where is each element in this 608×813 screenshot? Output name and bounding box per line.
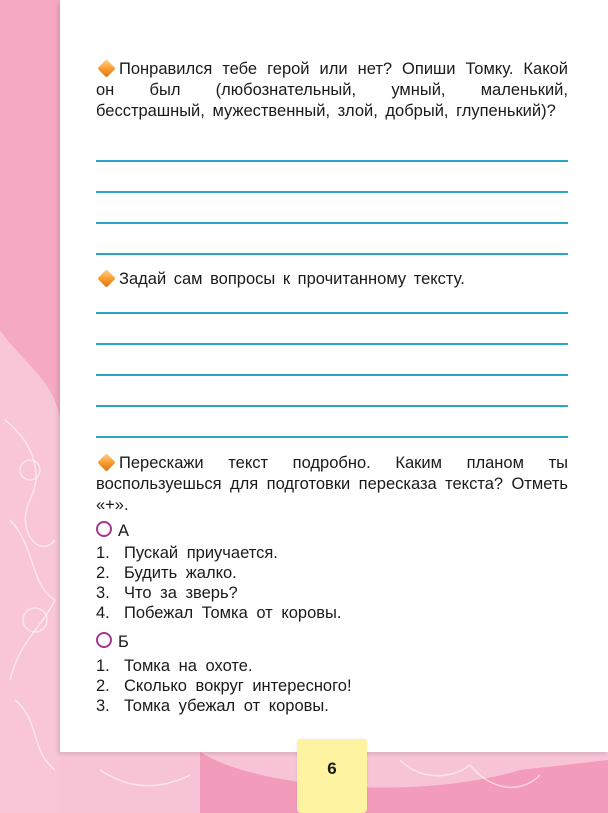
writing-line[interactable] <box>96 160 568 162</box>
orange-diamond-bullet-icon <box>97 453 115 471</box>
writing-line[interactable] <box>96 222 568 224</box>
task-3-text: Перескажи текст подробно. Каким планом ты воспользуешься для подготовки пересказа текста? Отметь «+». <box>96 454 568 514</box>
task-1 <box>96 59 568 122</box>
writing-line[interactable] <box>96 343 568 345</box>
task-3 <box>96 453 568 516</box>
list-item: 1. Пускай приучается. <box>96 544 278 562</box>
orange-diamond-bullet-icon <box>97 59 115 77</box>
plan-b-option[interactable] <box>96 632 129 652</box>
plan-b-list <box>96 656 352 716</box>
list-item: 2. Будить жалко. <box>96 564 237 582</box>
plan-a-label: А <box>118 522 130 540</box>
writing-line[interactable] <box>96 253 568 255</box>
writing-line[interactable] <box>96 436 568 438</box>
writing-line[interactable] <box>96 312 568 314</box>
page-number-tab <box>297 739 367 813</box>
writing-line[interactable] <box>96 374 568 376</box>
list-item: 2. Сколько вокруг интересного! <box>96 677 352 695</box>
task-1-text: Понравился тебе герой или нет? Опиши Томку. Какой он был (любознательный, умный, маленький, бесстрашный, мужественный, злой, добрый, глупенький)? <box>96 60 568 120</box>
writing-line[interactable] <box>96 405 568 407</box>
task-2 <box>96 269 568 290</box>
list-item: 3. Что за зверь? <box>96 584 238 602</box>
plan-a-option[interactable] <box>96 521 129 541</box>
plan-b-label: Б <box>118 633 129 651</box>
orange-diamond-bullet-icon <box>97 269 115 287</box>
task-2-text: Задай сам вопросы к прочитанному тексту. <box>119 270 465 288</box>
page-number: 6 <box>327 759 337 778</box>
option-circle-checkbox[interactable] <box>96 632 112 648</box>
writing-line[interactable] <box>96 191 568 193</box>
list-item: 3. Томка убежал от коровы. <box>96 697 329 715</box>
list-item: 4. Побежал Томка от коровы. <box>96 604 342 622</box>
option-circle-checkbox[interactable] <box>96 521 112 537</box>
list-item: 1. Томка на охоте. <box>96 657 253 675</box>
plan-a-list <box>96 543 341 623</box>
